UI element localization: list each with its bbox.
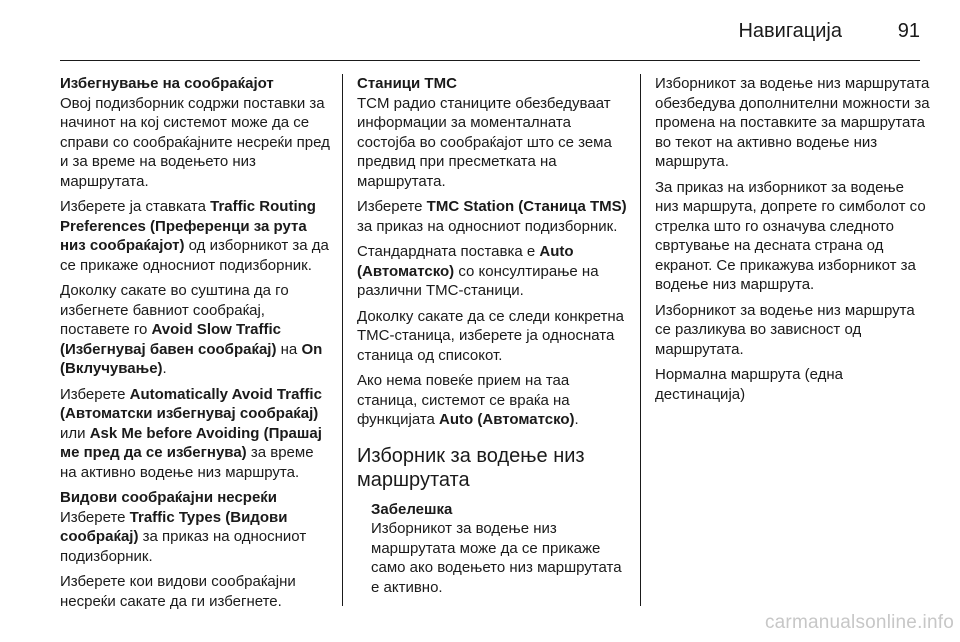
note-label: Забелешка (371, 500, 453, 518)
section-heading: Избегнување на сообраќајот (60, 75, 274, 92)
paragraph (357, 371, 627, 430)
text: со консултирање на различни TMC-станици. (357, 262, 599, 299)
section-heading: Станици TMC (357, 75, 457, 92)
text: Доколку сакате во суштина да го избегнете бавниот сообраќај, поставете го (60, 282, 289, 338)
paragraph: Доколку сакате да се следи конкретна TMC-станица, изберете ја односната станица од списокот. (357, 307, 624, 364)
text: за приказ на односниот подизборник. (60, 528, 307, 565)
paragraph-text: Овој подизборник содржи поставки за начинот на кој системот може да се справи со сообраќајните несреќи пред и за време на водењето низ маршрутата. (60, 94, 330, 190)
page-title: Навигација (738, 20, 842, 42)
text: Изберете (60, 508, 130, 526)
header-rule (60, 60, 920, 61)
text: за приказ на односниот подизборник. (357, 217, 618, 235)
section-traffic-avoidance (60, 74, 330, 191)
text: . (574, 411, 579, 428)
paragraph (357, 197, 627, 236)
menu-item-name: Auto (Автоматско) (357, 243, 574, 280)
page-header (0, 0, 960, 62)
paragraph: Изборникот за водење низ маршрутата обезбедува дополнителни можности за промена на поставките за маршрутата во текот на активно водење низ маршрута. (655, 75, 930, 170)
watermark: carmanualsonline.info (764, 612, 954, 633)
text: од изборникот за да се прикаже односниот подизборник. (60, 237, 329, 274)
text: или (60, 424, 90, 442)
menu-item-name: Auto (Автоматско) (439, 411, 575, 428)
note-block (357, 500, 627, 598)
text: Ако нема повеќе прием на таа станица, системот се враќа на функцијата (357, 372, 570, 428)
column-divider (342, 74, 343, 606)
paragraph: Изборникот за водење низ маршрута се разликува во зависност од маршрутата. (655, 301, 915, 358)
text: Изберете (357, 198, 427, 215)
text: за време на активно водење низ маршрута. (60, 444, 314, 481)
menu-item-name: On (Вклучување) (60, 340, 323, 377)
paragraph (60, 385, 330, 483)
paragraph: Изберете кои видови сообраќајни несреќи сакате да ги избегнете. (60, 573, 296, 610)
paragraph (60, 281, 330, 379)
menu-item-name: Traffic Types (Видови сообраќај) (60, 508, 288, 545)
text: Изберете (60, 385, 130, 403)
paragraph: Нормална маршрута (една дестинација) (655, 366, 844, 403)
menu-item-name: TMC Station (Станица TMS) (426, 198, 627, 215)
paragraph-text: TCM радио станиците обезбедуваат информации за моменталната состојба во сообраќајот што се зема предвид при пресметката на маршрутата. (357, 94, 612, 190)
paragraph (357, 242, 627, 301)
paragraph: За приказ на изборникот за водење низ маршрута, допрете го симболот со стрелка што го означува следното свртување на десната страна од екранот. Се прикажува изборникот за водење низ маршрута. (655, 178, 926, 293)
text: Стандардната поставка е (357, 243, 540, 260)
menu-item-name: Ask Me before Avoiding (Прашај ме пред да се избегнува) (60, 424, 322, 461)
menu-item-name: Traffic Routing Preferences (Преференци за рута низ сообраќајот) (60, 198, 316, 254)
column-1 (60, 74, 330, 617)
text: на (276, 340, 302, 358)
section-tmc-stations (357, 74, 627, 191)
text: Изберете ја ставката (60, 198, 211, 215)
note-text: Изборникот за водење низ маршрутата може да се прикаже само ако водењето низ маршрутата е активно. (371, 520, 622, 596)
paragraph (60, 197, 330, 275)
column-divider (640, 74, 641, 606)
section-traffic-types (60, 488, 330, 566)
menu-item-name: Avoid Slow Traffic (Избегнувај бавен сообраќај) (60, 321, 281, 358)
column-2 (357, 74, 627, 597)
text: . (162, 360, 167, 377)
column-3 (655, 74, 930, 410)
chapter-heading: Изборник за водење низ маршрутата (357, 444, 585, 491)
page-number: 91 (897, 20, 920, 42)
menu-item-name: Automatically Avoid Traffic (Автоматски избегнувај сообраќај) (60, 385, 322, 422)
section-heading: Видови сообраќајни несреќи (60, 489, 278, 506)
